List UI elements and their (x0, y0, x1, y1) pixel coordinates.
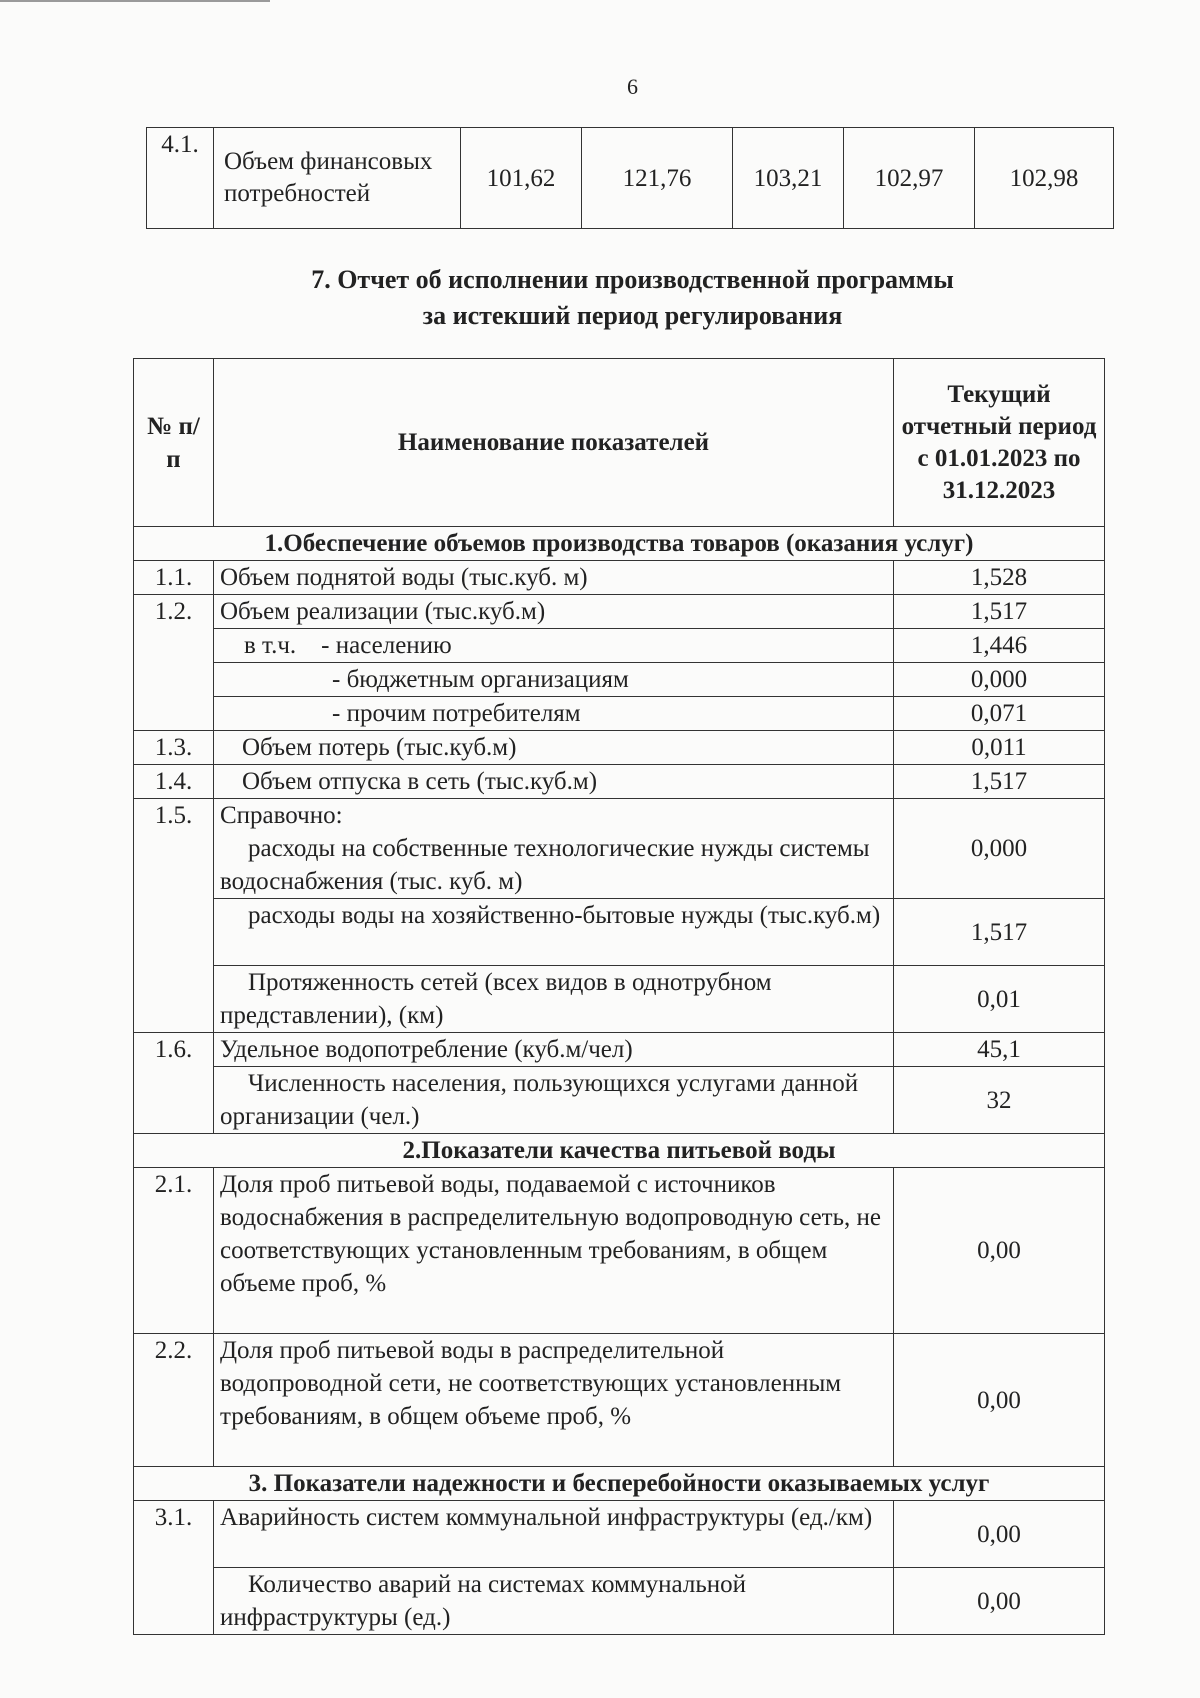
empty-cell (134, 697, 214, 731)
row-number: 1.3. (134, 731, 214, 765)
empty-cell (134, 1067, 214, 1134)
empty-cell (134, 629, 214, 663)
table-row (134, 765, 1105, 799)
title-line: 7. Отчет об исполнении производственной программы (311, 265, 954, 294)
row-value: 1,446 (894, 629, 1105, 663)
value-cell: 101,62 (461, 128, 582, 229)
row-name: Количество аварий на системах коммунальной инфраструктуры (ед.) (214, 1568, 894, 1635)
row-name: в т.ч. - населению (214, 629, 894, 663)
row-name: Справочно: (220, 802, 343, 829)
row-name: Удельное водопотребление (куб.м/чел) (214, 1033, 894, 1067)
section-heading: 3. Показатели надежности и бесперебойности оказываемых услуг (134, 1467, 1105, 1501)
row-number: 2.1. (134, 1168, 214, 1334)
table-row (134, 1067, 1105, 1134)
value-cell: 103,21 (733, 128, 844, 229)
table-row (134, 966, 1105, 1033)
empty-cell (134, 966, 214, 1033)
row-name: Аварийность систем коммунальной инфраструктуры (ед./км) (214, 1501, 894, 1568)
row-value: 0,00 (894, 1168, 1105, 1334)
empty-cell (134, 663, 214, 697)
section-title (0, 262, 1200, 334)
row-name: Объем поднятой воды (тыс.куб. м) (214, 561, 894, 595)
row-value: 1,517 (894, 899, 1105, 966)
row-number: 1.6. (134, 1033, 214, 1067)
value-cell: 102,98 (975, 128, 1114, 229)
table-row (134, 1033, 1105, 1067)
table-row (134, 1568, 1105, 1635)
section-heading: 1.Обеспечение объемов производства товаров (оказания услуг) (134, 527, 1105, 561)
row-value: 0,071 (894, 697, 1105, 731)
row-name: Протяженность сетей (всех видов в однотрубном представлении), (км) (214, 966, 894, 1033)
row-name-block (214, 799, 894, 899)
row-number: 1.2. (134, 595, 214, 629)
table-row (134, 731, 1105, 765)
row-value: 0,01 (894, 966, 1105, 1033)
row-number: 3.1. (134, 1501, 214, 1568)
row-name: расходы воды на хозяйственно-бытовые нужды (тыс.куб.м) (214, 899, 894, 966)
scan-edge-line (0, 0, 270, 2)
value-cell: 102,97 (844, 128, 975, 229)
row-number: 1.1. (134, 561, 214, 595)
page-number: 6 (627, 74, 638, 99)
row-value: 0,00 (894, 1334, 1105, 1467)
row-number: 1.4. (134, 765, 214, 799)
table-row (134, 561, 1105, 595)
row-name: Доля проб питьевой воды, подаваемой с источников водоснабжения в распределительную водопроводную сеть, не соответствующих установленным требованиям, в общем объеме проб, % (214, 1168, 894, 1334)
table-row (134, 595, 1105, 629)
section-row (134, 1134, 1105, 1168)
row-name: - бюджетным организациям (214, 663, 894, 697)
row-number: 4.1. (147, 128, 214, 229)
financial-needs-table (146, 127, 1114, 229)
row-value: 0,00 (894, 1568, 1105, 1635)
empty-cell (134, 899, 214, 966)
row-name: - прочим потребителям (214, 697, 894, 731)
row-name: Объем финансовых потребностей (214, 128, 461, 229)
empty-cell (134, 1568, 214, 1635)
table-row (134, 629, 1105, 663)
row-name: Объем потерь (тыс.куб.м) (214, 731, 894, 765)
row-name: Объем отпуска в сеть (тыс.куб.м) (214, 765, 894, 799)
table-row (134, 697, 1105, 731)
table-row (134, 1168, 1105, 1334)
header-number: № п/п (134, 359, 214, 527)
table-row (134, 663, 1105, 697)
production-program-table (133, 358, 1105, 1635)
row-number: 2.2. (134, 1334, 214, 1467)
row-name: Доля проб питьевой воды в распределительной водопроводной сети, не соответствующих установленным требованиям, в общем объеме проб, % (214, 1334, 894, 1467)
table-row (147, 128, 1114, 229)
row-name: Численность населения, пользующихся услугами данной организации (чел.) (214, 1067, 894, 1134)
row-number: 1.5. (134, 799, 214, 899)
section-heading: 2.Показатели качества питьевой воды (134, 1134, 1105, 1168)
row-value: 32 (894, 1067, 1105, 1134)
row-value: 0,011 (894, 731, 1105, 765)
section-row (134, 527, 1105, 561)
table-row (134, 899, 1105, 966)
title-line: за истекший период регулирования (422, 301, 843, 330)
table-header (134, 359, 1105, 527)
row-value: 0,000 (894, 663, 1105, 697)
row-value: 1,517 (894, 595, 1105, 629)
row-value: 1,517 (894, 765, 1105, 799)
header-period: Текущий отчетный период с 01.01.2023 по 31.12.2023 (894, 359, 1105, 527)
row-value: 0,00 (894, 1501, 1105, 1568)
table-row (134, 799, 1105, 899)
row-value: 0,000 (894, 799, 1105, 899)
section-row (134, 1467, 1105, 1501)
row-value: 45,1 (894, 1033, 1105, 1067)
row-name: Объем реализации (тыс.куб.м) (214, 595, 894, 629)
header-name: Наименование показателей (214, 359, 894, 527)
row-value: 1,528 (894, 561, 1105, 595)
value-cell: 121,76 (582, 128, 733, 229)
table-row (134, 1501, 1105, 1568)
table-row (134, 1334, 1105, 1467)
row-name: расходы на собственные технологические нужды системы водоснабжения (тыс. куб. м) (220, 835, 870, 895)
